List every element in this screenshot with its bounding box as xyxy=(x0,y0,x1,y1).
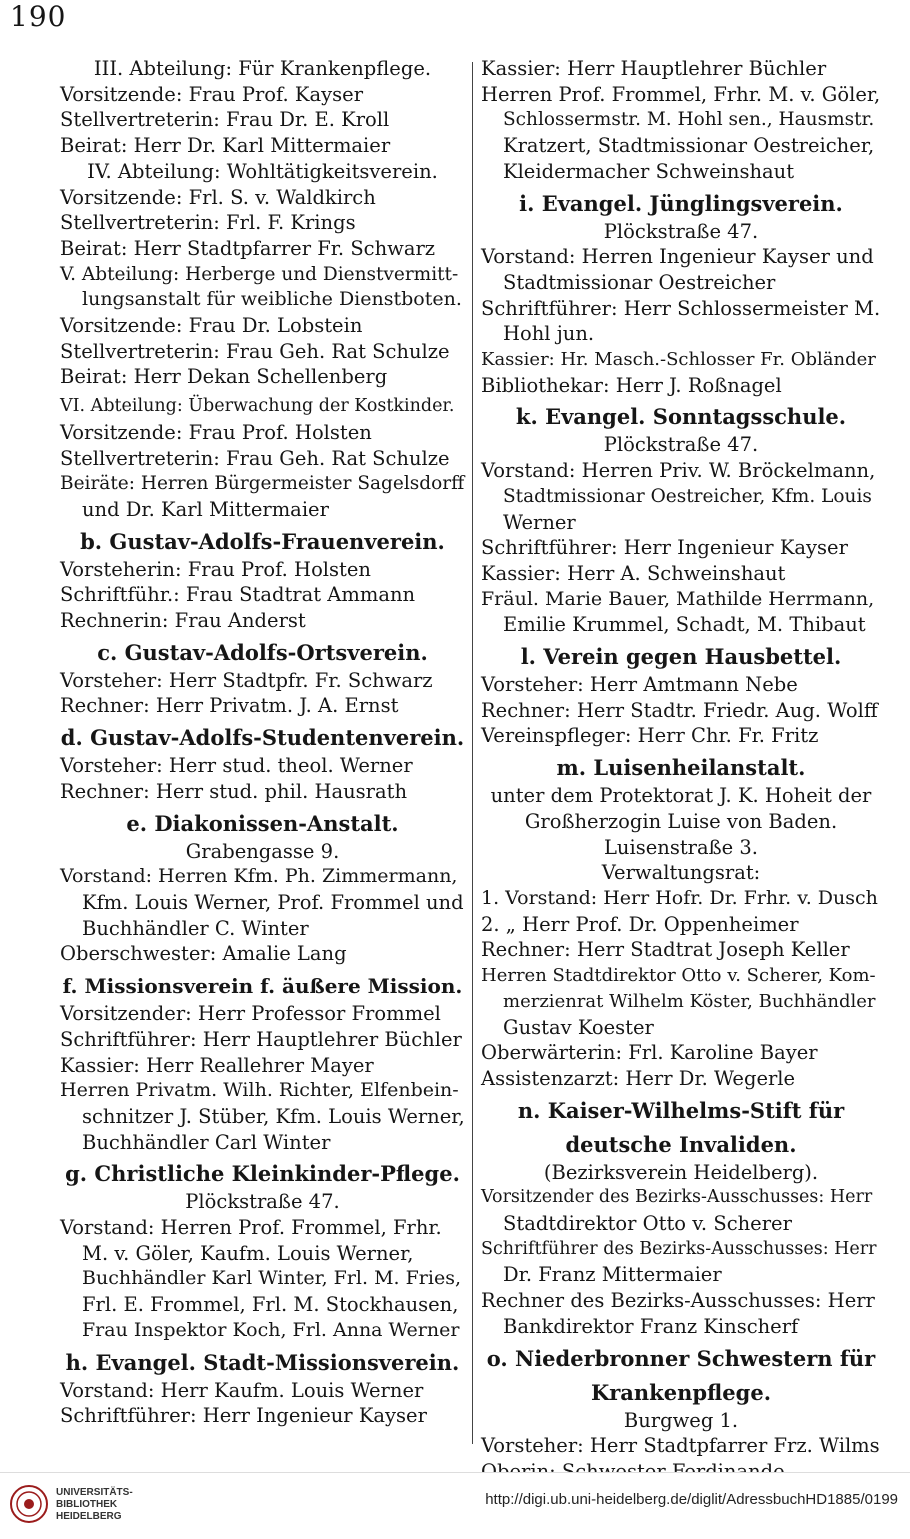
text-line: Vorsteher: Herr Stadtpfarrer Frz. Wilms xyxy=(481,1434,880,1458)
text-line: Vorsteher: Herr Stadtpfr. Fr. Schwarz xyxy=(60,668,433,692)
section-heading: i. Evangel. Jünglingsverein. xyxy=(519,190,843,216)
section-heading: h. Evangel. Stadt-Missionsverein. xyxy=(65,1349,460,1375)
footer xyxy=(0,1472,910,1539)
text-line: Assistenzarzt: Herr Dr. Wegerle xyxy=(481,1066,796,1090)
right-column xyxy=(481,56,881,1485)
section-heading: e. Diakonissen-Anstalt. xyxy=(126,810,399,836)
section-heading: l. Verein gegen Hausbettel. xyxy=(520,644,842,670)
text-line: Herren Prof. Frommel, Frhr. M. v. Göler, xyxy=(481,82,881,106)
text-line: Plöckstraße 47. xyxy=(603,219,759,243)
section-heading: o. Niederbronner Schwestern für xyxy=(486,1345,876,1371)
text-line: Buchhändler C. Winter xyxy=(82,916,309,940)
section-heading: d. Gustav-Adolfs-Studentenverein. xyxy=(60,725,465,751)
text-line: Stadtmissionar Oestreicher, Kfm. Louis xyxy=(503,485,872,507)
text-line: Stadtdirektor Otto v. Scherer xyxy=(503,1212,792,1236)
text-line: Schlossermstr. M. Hohl sen., Hausmstr. xyxy=(503,109,875,131)
text-line: Rechner des Bezirks-Ausschusses: Herr xyxy=(481,1289,875,1313)
text-line: Schriftführer: Herr Hauptlehrer Büchler xyxy=(60,1027,462,1051)
text-line: 2. „ Herr Prof. Dr. Oppenheimer xyxy=(481,912,799,936)
text-line: Stadtmissionar Oestreicher xyxy=(503,270,776,294)
text-line: Beirat: Herr Dekan Schellenberg xyxy=(60,365,388,389)
text-line: M. v. Göler, Kaufm. Louis Werner, xyxy=(82,1241,414,1265)
text-line: Fräul. Marie Bauer, Mathilde Herrmann, xyxy=(481,587,875,610)
text-line: Rechner: Herr Stadtrat Joseph Keller xyxy=(481,938,850,962)
library-line-2: BIBLIOTHEK xyxy=(56,1499,118,1510)
library-line-1: UNIVERSITÄTS- xyxy=(56,1487,133,1498)
text-line: und Dr. Karl Mittermaier xyxy=(82,497,329,521)
text-line: Kassier: Herr Hauptlehrer Büchler xyxy=(481,57,827,80)
text-line: Vorsitzende: Frl. S. v. Waldkirch xyxy=(60,185,376,209)
source-url-link[interactable]: http://digi.ub.uni-heidelberg.de/diglit/AdressbuchHD1885/0199 xyxy=(485,1491,898,1508)
text-line: Rechner: Herr Privatm. J. A. Ernst xyxy=(60,694,399,718)
text-line: Vorsteherin: Frau Prof. Holsten xyxy=(60,557,371,581)
text-line: Vorstand: Herren Kfm. Ph. Zimmermann, xyxy=(60,865,458,888)
section-heading: m. Luisenheilanstalt. xyxy=(556,755,806,781)
library-logo-icon xyxy=(8,1483,50,1525)
left-column xyxy=(60,56,465,1429)
text-line: unter dem Protektorat J. K. Hoheit der xyxy=(490,784,872,808)
text-line: Stellvertreterin: Frau Dr. E. Kroll xyxy=(60,108,390,132)
text-line: Verwaltungsrat: xyxy=(601,861,761,885)
text-line: Bibliothekar: Herr J. Roßnagel xyxy=(481,373,782,397)
text-line: 1. Vorstand: Herr Hofr. Dr. Frhr. v. Dusch xyxy=(481,886,878,909)
text-line: (Bezirksverein Heidelberg). xyxy=(543,1160,819,1184)
text-line: Bankdirektor Franz Kinscherf xyxy=(503,1314,799,1338)
text-line: Vorstand: Herren Prof. Frommel, Frhr. xyxy=(60,1216,442,1240)
text-line: Kassier: Hr. Masch.-Schlosser Fr. Obländer xyxy=(481,349,876,371)
text-line: Buchhändler Carl Winter xyxy=(82,1130,331,1154)
page-number: 190 xyxy=(10,0,67,33)
text-line: III. Abteilung: Für Krankenpflege. xyxy=(93,57,432,80)
text-line: Vereinspfleger: Herr Chr. Fr. Fritz xyxy=(481,724,819,748)
text-line: Vorsitzende: Frau Prof. Holsten xyxy=(60,420,372,444)
text-line: V. Abteilung: Herberge und Dienstvermitt- xyxy=(60,263,459,285)
section-heading: g. Christliche Kleinkinder-Pflege. xyxy=(65,1161,460,1187)
text-line: Vorsitzende: Frau Dr. Lobstein xyxy=(60,314,363,338)
section-heading: f. Missionsverein f. äußere Mission. xyxy=(62,974,463,999)
text-line: Vorsteher: Herr Amtmann Nebe xyxy=(481,673,798,697)
text-line: Kfm. Louis Werner, Prof. Frommel und xyxy=(82,890,464,914)
section-heading: b. Gustav-Adolfs-Frauenverein. xyxy=(80,528,445,554)
text-line: Luisenstraße 3. xyxy=(603,835,758,859)
text-line: Schriftführer: Herr Ingenieur Kayser xyxy=(481,536,848,560)
text-line: Stellvertreterin: Frau Geh. Rat Schulze xyxy=(60,446,450,470)
text-line: Plöckstraße 47. xyxy=(603,433,759,457)
text-line: Oberwärterin: Frl. Karoline Bayer xyxy=(481,1041,818,1065)
text-line: Kratzert, Stadtmissionar Oestreicher, xyxy=(503,134,875,158)
library-line-3: HEIDELBERG xyxy=(56,1511,122,1522)
text-line: Vorstand: Herr Kaufm. Louis Werner xyxy=(60,1378,424,1402)
text-line: Vorsitzende: Frau Prof. Kayser xyxy=(60,82,364,106)
text-line: Gustav Koester xyxy=(503,1015,654,1039)
text-line: Vorsteher: Herr stud. theol. Werner xyxy=(60,754,413,778)
text-line: Emilie Krummel, Schadt, M. Thibaut xyxy=(503,613,866,637)
text-line: Herren Privatm. Wilh. Richter, Elfenbein- xyxy=(60,1079,459,1102)
column-divider xyxy=(472,62,473,1444)
text-line: Rechnerin: Frau Anderst xyxy=(60,609,306,633)
text-line: Beirat: Herr Dr. Karl Mittermaier xyxy=(60,134,391,158)
text-line: IV. Abteilung: Wohltätigkeitsverein. xyxy=(87,159,438,183)
text-line: Vorsitzender: Herr Professor Frommel xyxy=(60,1002,441,1026)
text-line: Schriftführer des Bezirks-Ausschusses: Herr xyxy=(481,1238,877,1259)
text-line: Frl. E. Frommel, Frl. M. Stockhausen, xyxy=(82,1293,459,1317)
text-line: Beiräte: Herren Bürgermeister Sagelsdorff xyxy=(60,473,465,495)
text-line: Kassier: Herr Reallehrer Mayer xyxy=(60,1053,374,1077)
text-line: Herren Stadtdirektor Otto v. Scherer, Kom- xyxy=(481,965,876,987)
text-line: Vorstand: Herren Priv. W. Bröckelmann, xyxy=(481,459,876,483)
text-line: Kassier: Herr A. Schweinshaut xyxy=(481,561,786,585)
text-line: Hohl jun. xyxy=(503,322,595,346)
text-line: Grabengasse 9. xyxy=(185,839,340,863)
text-line: Stellvertreterin: Frau Geh. Rat Schulze xyxy=(60,339,450,363)
text-line: Stellvertreterin: Frl. F. Krings xyxy=(60,211,356,235)
text-line: Kleidermacher Schweinshaut xyxy=(503,159,795,183)
text-line: Dr. Franz Mittermaier xyxy=(503,1263,722,1287)
text-line: Beirat: Herr Stadtpfarrer Fr. Schwarz xyxy=(60,236,436,260)
text-line: Vorsitzender des Bezirks-Ausschusses: Herr xyxy=(481,1187,873,1208)
text-line: Plöckstraße 47. xyxy=(185,1190,340,1214)
text-line: lungsanstalt für weibliche Dienstboten. xyxy=(82,288,462,311)
section-heading: deutsche Invaliden. xyxy=(565,1131,797,1157)
library-name xyxy=(56,1487,133,1523)
text-line: Schriftführer: Herr Schlossermeister M. xyxy=(481,296,881,320)
text-line: Burgweg 1. xyxy=(623,1408,739,1432)
text-line: VI. Abteilung: Überwachung der Kostkinder. xyxy=(60,396,455,417)
text-line: Schriftführer: Herr Ingenieur Kayser xyxy=(60,1404,427,1428)
text-line: Großherzogin Luise von Baden. xyxy=(524,809,838,833)
text-line: Oberschwester: Amalie Lang xyxy=(60,942,347,966)
text-line: Frau Inspektor Koch, Frl. Anna Werner xyxy=(82,1318,460,1341)
text-line: Werner xyxy=(503,510,576,534)
section-heading: k. Evangel. Sonntagsschule. xyxy=(515,404,847,430)
text-line: Schriftführ.: Frau Stadtrat Ammann xyxy=(60,583,416,607)
text-line: Vorstand: Herren Ingenieur Kayser und xyxy=(481,245,874,269)
text-line: merzienrat Wilhelm Köster, Buchhändler xyxy=(503,990,876,1012)
text-line: Rechner: Herr stud. phil. Hausrath xyxy=(60,779,408,803)
text-line: Rechner: Herr Stadtr. Friedr. Aug. Wolff xyxy=(481,698,878,722)
text-line: Buchhändler Karl Winter, Frl. M. Fries, xyxy=(82,1267,461,1290)
section-heading: Krankenpflege. xyxy=(590,1379,772,1405)
text-line: schnitzer J. Stüber, Kfm. Louis Werner, xyxy=(82,1104,465,1128)
section-heading: c. Gustav-Adolfs-Ortsverein. xyxy=(97,639,428,665)
section-heading: n. Kaiser-Wilhelms-Stift für xyxy=(517,1097,845,1123)
